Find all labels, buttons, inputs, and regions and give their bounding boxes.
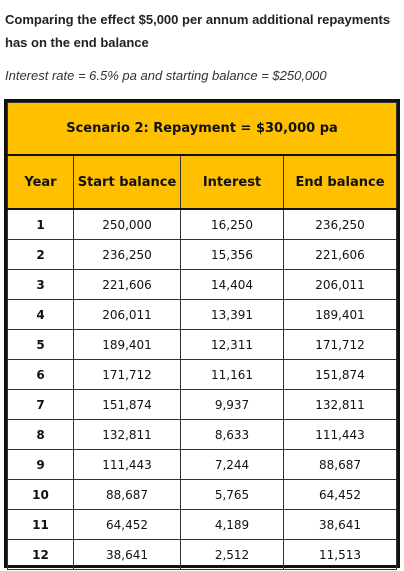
interest-cell: 2,512: [181, 540, 284, 570]
end-balance-cell: 189,401: [284, 300, 397, 330]
interest-cell: 9,937: [181, 390, 284, 420]
column-header-interest: Interest: [181, 155, 284, 209]
year-cell: 5: [8, 330, 74, 360]
table-row: [8, 270, 397, 300]
table-row: [8, 240, 397, 270]
start-balance-cell: 151,874: [74, 390, 181, 420]
start-balance-cell: 250,000: [74, 209, 181, 240]
end-balance-cell: 132,811: [284, 390, 397, 420]
year-cell: 4: [8, 300, 74, 330]
table-row: [8, 360, 397, 390]
end-balance-cell: 206,011: [284, 270, 397, 300]
year-cell: 6: [8, 360, 74, 390]
year-cell: 8: [8, 420, 74, 450]
year-cell: 2: [8, 240, 74, 270]
interest-cell: 14,404: [181, 270, 284, 300]
end-balance-cell: 171,712: [284, 330, 397, 360]
end-balance-cell: 151,874: [284, 360, 397, 390]
end-balance-cell: 236,250: [284, 209, 397, 240]
table-row: [8, 450, 397, 480]
repayment-table-grid: [7, 102, 397, 570]
year-cell: 1: [8, 209, 74, 240]
year-cell: 9: [8, 450, 74, 480]
interest-cell: 13,391: [181, 300, 284, 330]
table-row: [8, 480, 397, 510]
column-header-end-balance: End balance: [284, 155, 397, 209]
start-balance-cell: 132,811: [74, 420, 181, 450]
start-balance-cell: 221,606: [74, 270, 181, 300]
start-balance-cell: 111,443: [74, 450, 181, 480]
table-row: [8, 330, 397, 360]
year-cell: 12: [8, 540, 74, 570]
end-balance-cell: 11,513: [284, 540, 397, 570]
year-cell: 3: [8, 270, 74, 300]
start-balance-cell: 64,452: [74, 510, 181, 540]
column-header-start-balance: Start balance: [74, 155, 181, 209]
table-row: [8, 300, 397, 330]
interest-cell: 8,633: [181, 420, 284, 450]
interest-cell: 7,244: [181, 450, 284, 480]
start-balance-cell: 206,011: [74, 300, 181, 330]
interest-cell: 11,161: [181, 360, 284, 390]
table-row: [8, 510, 397, 540]
repayment-table: [4, 99, 400, 568]
end-balance-cell: 38,641: [284, 510, 397, 540]
start-balance-cell: 189,401: [74, 330, 181, 360]
interest-cell: 16,250: [181, 209, 284, 240]
page-subtitle: Interest rate = 6.5% pa and starting balance = $250,000: [5, 68, 327, 83]
table-row: [8, 209, 397, 240]
start-balance-cell: 88,687: [74, 480, 181, 510]
scenario-row: [8, 103, 397, 156]
interest-cell: 5,765: [181, 480, 284, 510]
end-balance-cell: 111,443: [284, 420, 397, 450]
start-balance-cell: 236,250: [74, 240, 181, 270]
year-cell: 11: [8, 510, 74, 540]
start-balance-cell: 171,712: [74, 360, 181, 390]
year-cell: 10: [8, 480, 74, 510]
table-row: [8, 390, 397, 420]
year-cell: 7: [8, 390, 74, 420]
interest-cell: 15,356: [181, 240, 284, 270]
interest-cell: 4,189: [181, 510, 284, 540]
table-body: [8, 209, 397, 570]
page-title: Comparing the effect $5,000 per annum additional repayments has on the end balance: [5, 12, 391, 50]
column-header-row: [8, 155, 397, 209]
start-balance-cell: 38,641: [74, 540, 181, 570]
column-header-year: Year: [8, 155, 74, 209]
end-balance-cell: 221,606: [284, 240, 397, 270]
table-row: [8, 420, 397, 450]
interest-cell: 12,311: [181, 330, 284, 360]
end-balance-cell: 64,452: [284, 480, 397, 510]
table-row: [8, 540, 397, 570]
end-balance-cell: 88,687: [284, 450, 397, 480]
scenario-title: Scenario 2: Repayment = $30,000 pa: [8, 103, 397, 156]
